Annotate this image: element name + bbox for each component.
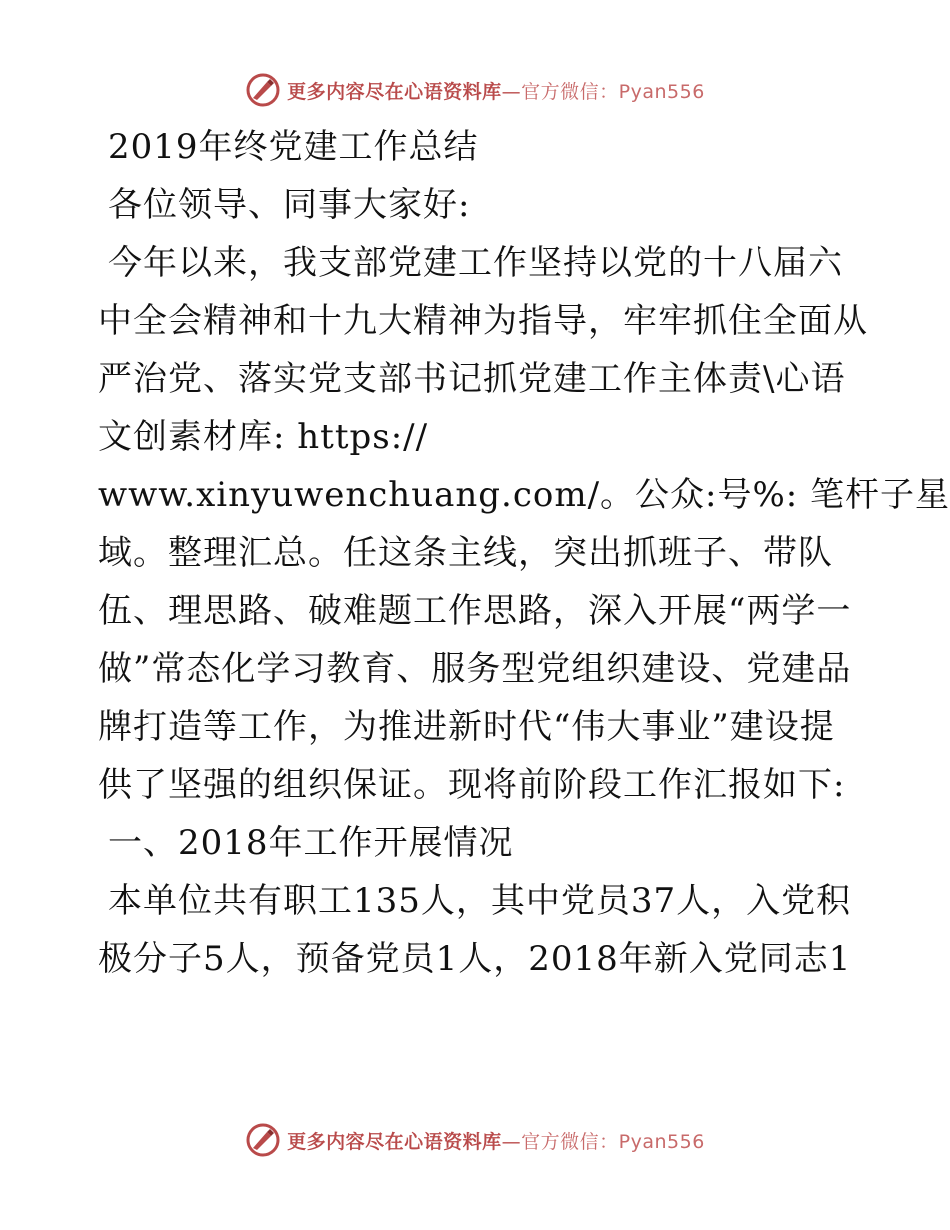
paragraph-line: 中全会精神和十九大精神为指导，牢牢抓住全面从	[98, 301, 868, 341]
watermark-wechat-text: 官方微信：Pyan556	[521, 80, 705, 103]
watermark-separator: —	[501, 1130, 522, 1153]
watermark-separator: —	[501, 80, 522, 103]
watermark-main-text: 更多内容尽在心语资料库	[287, 1130, 502, 1153]
greeting: 各位领导、同事大家好:	[108, 185, 471, 225]
watermark-text	[287, 1127, 705, 1154]
paragraph-line: 做”常态化学习教育、服务型党组织建设、党建品	[98, 649, 852, 689]
paragraph-line: 严治党、落实党支部书记抓党建工作主体责\心语	[98, 359, 846, 399]
watermark-banner-top	[0, 70, 950, 110]
document-title: 2019年终党建工作总结	[108, 127, 479, 167]
watermark-wechat-text: 官方微信：Pyan556	[521, 1130, 705, 1153]
watermark-text	[287, 77, 705, 104]
paragraph-line: 域。整理汇总。任这条主线，突出抓班子、带队	[98, 533, 833, 573]
watermark-main-text: 更多内容尽在心语资料库	[287, 80, 502, 103]
section-heading: 一、2018年工作开展情况	[108, 823, 514, 863]
watermark-banner-bottom	[0, 1120, 950, 1160]
document-body	[98, 118, 950, 988]
paragraph-line: 极分子5人，预备党员1人，2018年新入党同志1	[98, 939, 852, 979]
paragraph-2	[98, 872, 850, 988]
paragraph-line: 牌打造等工作，为推进新时代“伟大事业”建设提	[98, 707, 835, 747]
paragraph-line: 文创素材库: https://	[98, 417, 429, 457]
paragraph-line: 今年以来，我支部党建工作坚持以党的十八届六	[108, 243, 843, 283]
paragraph-line: www.xinyuwenchuang.com/。公众:号%: 笔杆子星	[98, 475, 950, 515]
paragraph-line: 供了坚强的组织保证。现将前阶段工作汇报如下:	[98, 765, 846, 805]
paragraph-line: 伍、理思路、破难题工作思路，深入开展“两学一	[98, 591, 852, 631]
pen-logo-icon	[245, 1122, 281, 1158]
paragraph-1	[98, 234, 950, 814]
pen-logo-icon	[245, 72, 281, 108]
paragraph-line: 本单位共有职工135人，其中党员37人，入党积	[108, 881, 852, 921]
